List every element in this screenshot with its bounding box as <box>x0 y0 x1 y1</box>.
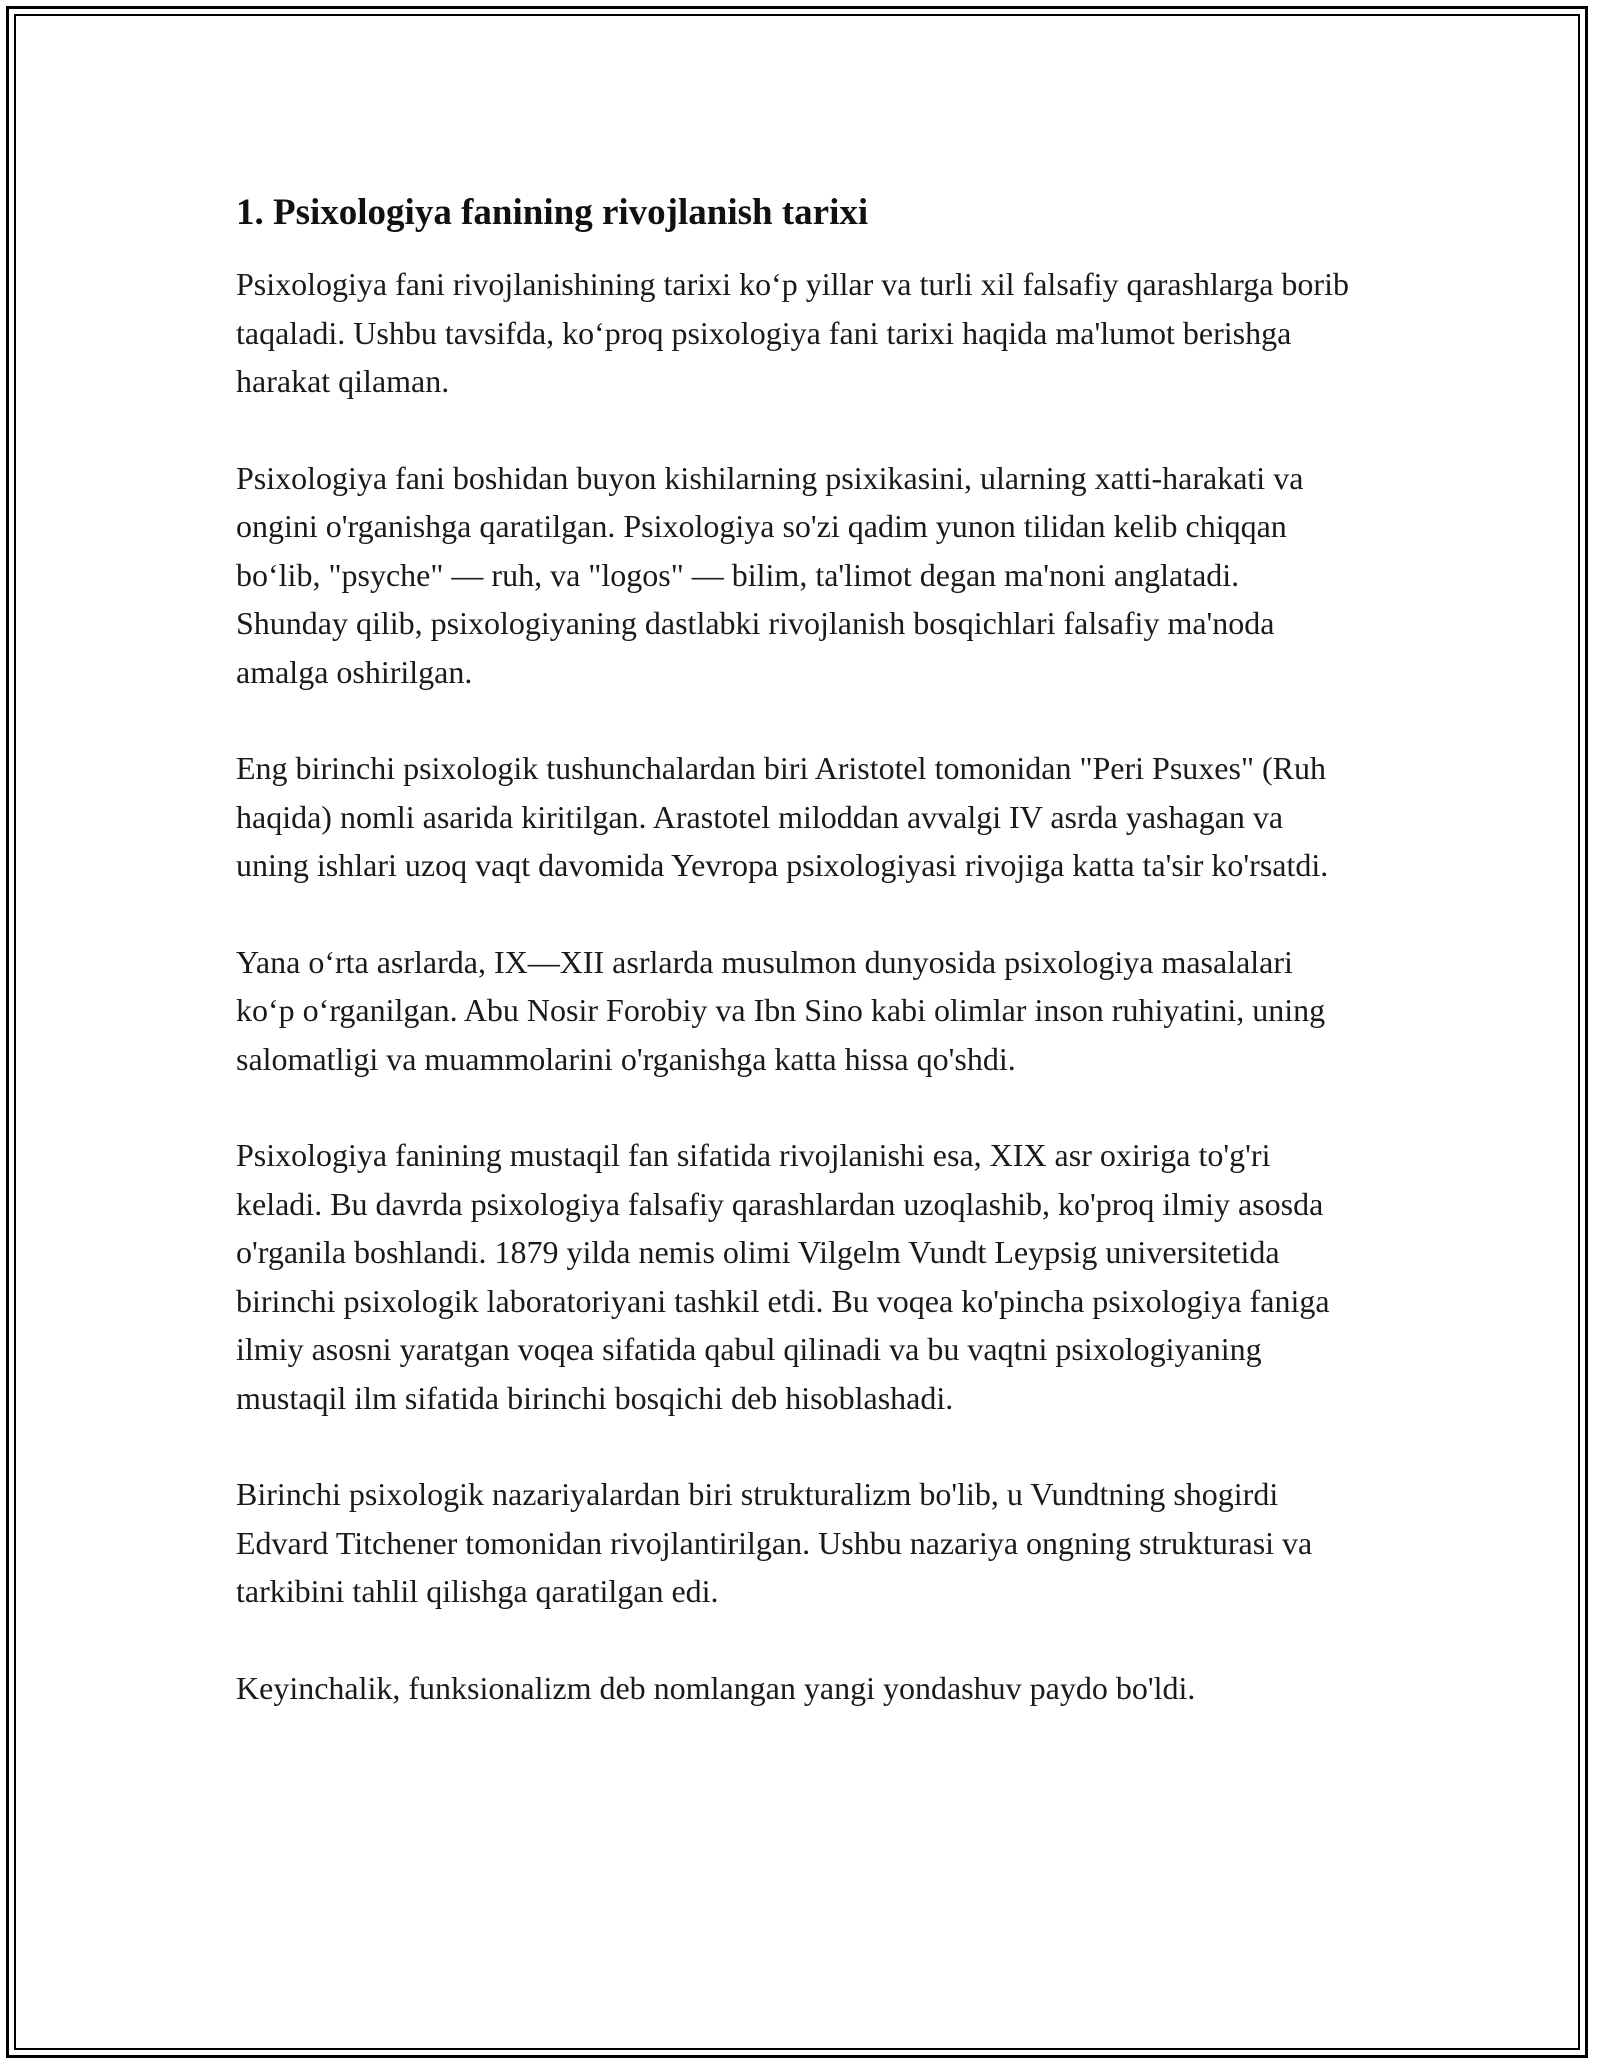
paragraph-functionalism: Keyinchalik, funksionalizm deb nomlangan yangi yondashuv paydo bo'ldi. <box>236 1669 1196 1706</box>
section-heading: 1. Psixologiya fanining rivojlanish tarixi <box>236 192 869 233</box>
paragraph-aristotle: Eng birinchi psixologik tushunchalardan biri Aristotel tomonidan "Peri Psuxes" (Ruh haqida) nomli asarida kiritilgan. Arastotel miloddan avvalgi IV asrda yashagan va uning ishlari uzoq vaqt davomida Yevropa psixologiyasi rivojiga katta ta'sir ko'rsatdi. <box>236 750 1329 883</box>
document-body <box>236 186 1356 1760</box>
paragraph-middle-ages: Yana o‘rta asrlarda, IX—XII asrlarda musulmon dunyosida psixologiya masalalari ko‘p o‘rganilgan. Abu Nosir Forobiy va Ibn Sino kabi olimlar inson ruhiyatini, uning salomatligi va muammolarini o'rganishga katta hissa qo'shdi. <box>236 943 1326 1077</box>
paragraph-etymology: Psixologiya fani boshidan buyon kishilarning psixikasini, ularning xatti-harakati va ongini o'rganishga qaratilgan. Psixologiya so'zi qadim yunon tilidan kelib chiqqan bo‘lib, "psyche" — ruh, va "logos" — bilim, ta'limot degan ma'noni anglatadi. Shunday qilib, psixologiyaning dastlabki rivojlanish bosqichlari falsafiy ma'noda amalga oshirilgan. <box>236 459 1304 690</box>
paragraph-intro: Psixologiya fani rivojlanishining tarixi ko‘p yillar va turli xil falsafiy qarashlarga borib taqaladi. Ushbu tavsifda, ko‘proq psixologiya fani tarixi haqida ma'lumot berishga harakat qilaman. <box>236 266 1349 399</box>
paragraph-wundt: Psixologiya fanining mustaqil fan sifatida rivojlanishi esa, XIX asr oxiriga to'g'ri keladi. Bu davrda psixologiya falsafiy qarashlardan uzoqlashib, ko'proq ilmiy asosda o'rganila boshlandi. 1879 yilda nemis olimi Vilgelm Vundt Leypsig universitetida birinchi psixologik laboratoriyani tashkil etdi. Bu voqea ko'pincha psixologiya faniga ilmiy asosni yaratgan voqea sifatida qabul qilinadi va bu vaqtni psixologiyaning mustaqil ilm sifatida birinchi bosqichi deb hisoblashadi. <box>236 1137 1330 1416</box>
paragraph-structuralism: Birinchi psixologik nazariyalardan biri strukturalizm bo'lib, u Vundtning shogirdi Edvard Titchener tomonidan rivojlantirilgan. Ushbu nazariya ongning strukturasi va tarkibini tahlil qilishga qaratilgan edi. <box>236 1476 1313 1609</box>
